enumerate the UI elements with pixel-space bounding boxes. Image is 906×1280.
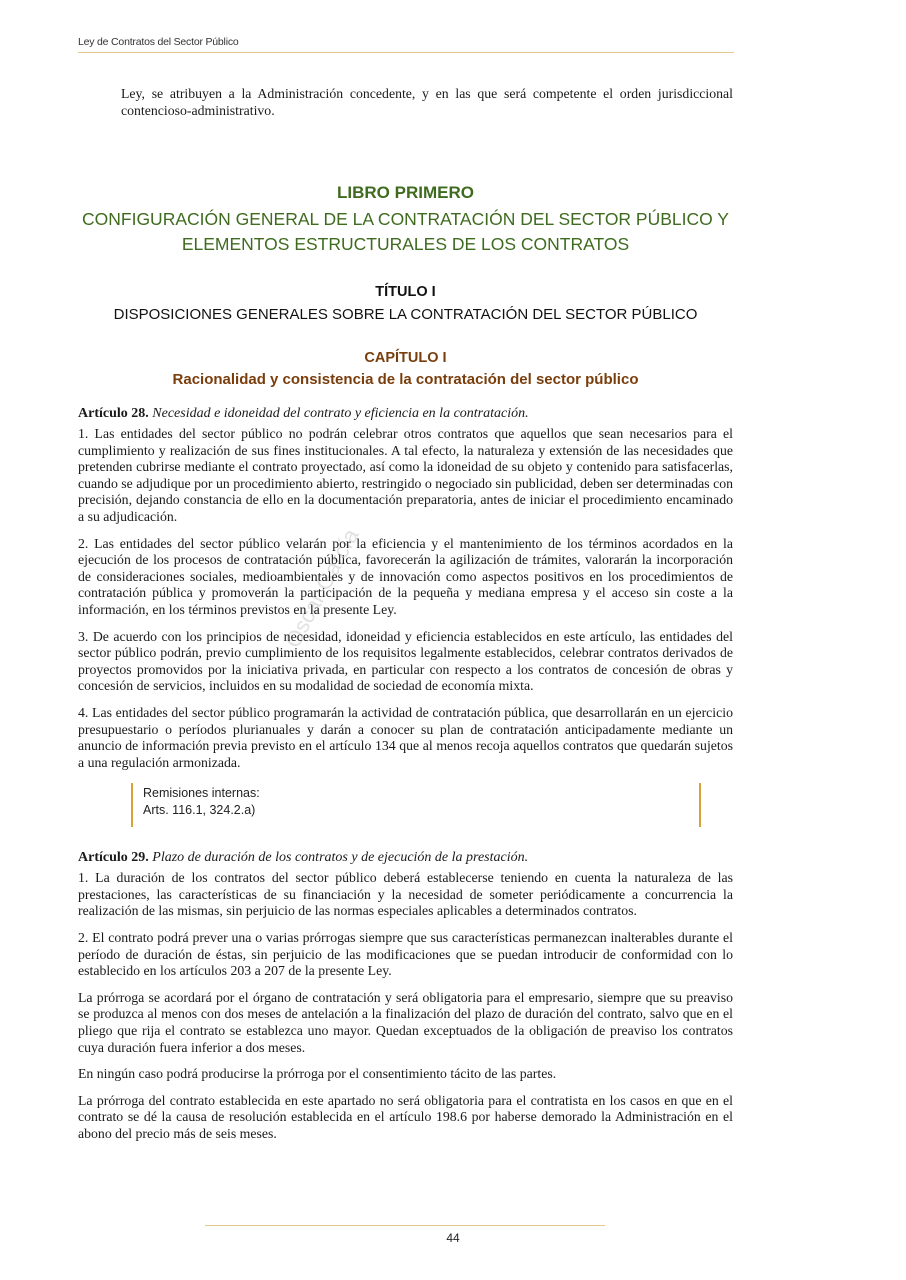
article-paragraph: La prórroga del contrato establecida en este apartado no será obligatoria para el contratista en los casos en que en el contrato se dé la causa de resolución establecida en el artículo 198.6 por haberse demorado la Administración en el abono del precio más de seis meses.	[78, 1092, 733, 1141]
remisiones-box	[131, 783, 701, 827]
article-paragraph: 1. Las entidades del sector público no podrán celebrar otros contratos que aquellos que sean necesarios para el cumplimiento y realización de sus fines institucionales. A tal efecto, la naturaleza y extensión de las necesidades que pretenden cubrirse mediante el contrato proyectado, así como la idoneidad de su objeto y contenido para satisfacerlas, cuando se adjudique por un procedimiento abierto, restringido o negociado sin publicidad, deben ser determinadas con precisión, dejando constancia de ello en la documentación preparatoria, antes de iniciar el procedimiento encaminado a su adjudicación.	[78, 426, 733, 524]
book-label: LIBRO PRIMERO	[337, 183, 474, 202]
article-title	[78, 405, 733, 423]
article-paragraph: La prórroga se acordará por el órgano de contratación y será obligatoria para el empresario, siempre que su preaviso se produzca al menos con dos meses de antelación a la finalización del plazo de duración del contrato, salvo que en el pliego que rija el contrato se establezca uno mayor. Quedan exceptuados de la obligación de preaviso los contratos cuya duración fuera inferior a dos meses.	[78, 989, 733, 1055]
remisiones-label: Remisiones internas:	[143, 786, 260, 801]
article-heading: Necesidad e idoneidad del contrato y eficiencia en la contratación.	[152, 406, 529, 421]
capitulo-name: Racionalidad y consistencia de la contratación del sector público	[172, 371, 639, 388]
titulo-name: DISPOSICIONES GENERALES SOBRE LA CONTRATACIÓN DEL SECTOR PÚBLICO	[113, 306, 698, 323]
intro-paragraph: Ley, se atribuyen a la Administración concedente, y en las que será competente el orden jurisdiccional contencioso-administrativo.	[121, 86, 733, 118]
article-paragraph: 3. De acuerdo con los principios de necesidad, idoneidad y eficiencia establecidos en este artículo, las entidades del sector público podrán, previo cumplimiento de los requisitos legalmente establecidos, celebrar contratos derivados de proyectos promovidos por la iniciativa privada, en particular con respecto a los contratos de concesión de obras y concesión de servicios, incluidos en su modalidad de sociedad de economía mixta.	[78, 628, 733, 694]
remisiones-refs: Arts. 116.1, 324.2.a)	[143, 803, 256, 818]
article-paragraph: 2. El contrato podrá prever una o varias prórrogas siempre que sus características permanezcan inalterables durante el período de duración de éstas, sin perjuicio de las modificaciones que se puedan introducir de conformidad con lo establecido en los artículos 203 a 207 de la presente Ley.	[78, 930, 733, 979]
article-title	[78, 849, 733, 867]
book-heading	[78, 181, 733, 257]
article-heading: Plazo de duración de los contratos y de ejecución de la prestación.	[152, 850, 529, 866]
article-number: Artículo 29.	[78, 850, 149, 866]
running-header: Ley de Contratos del Sector Público	[78, 36, 734, 53]
capitulo-label: CAPÍTULO I	[364, 350, 447, 366]
article-paragraph: 2. Las entidades del sector público velarán por la eficiencia y el mantenimiento de los términos acordados en la ejecución de los procesos de contratación pública, favorecerán la agilización de trámites, valorarán la incorporación de consideraciones sociales, medioambientales y de innovación como aspectos positivos en los procedimientos de contratación pública y promoverán la participación de la pequeña y mediana empresa y el acceso sin coste a la información, en los términos previstos en la presente Ley.	[78, 535, 733, 617]
watermark: Oscar García	[280, 524, 364, 652]
page-content	[78, 85, 733, 1153]
titulo-label: TÍTULO I	[375, 284, 436, 300]
article-paragraph: 1. La duración de los contratos del sector público deberá establecerse teniendo en cuenta la naturaleza de las prestaciones, las características de su financiación y la necesidad de someter periódicamente a concurrencia la realización de las mismas, sin perjuicio de las normas especiales aplicables a determinados contratos.	[78, 870, 733, 919]
page-number: 44	[446, 1231, 460, 1245]
article-29	[78, 849, 733, 1142]
article-number: Artículo 28.	[78, 406, 149, 421]
titulo-heading	[78, 281, 733, 327]
article-paragraph: En ningún caso podrá producirse la prórroga por el consentimiento tácito de las partes.	[78, 1066, 557, 1082]
book-title: CONFIGURACIÓN GENERAL DE LA CONTRATACIÓN DEL SECTOR PÚBLICO Y ELEMENTOS ESTRUCTURALES DE LOS CONTRATOS	[82, 209, 729, 254]
capitulo-heading	[78, 347, 733, 391]
footer-rule	[205, 1225, 605, 1226]
article-28	[78, 405, 733, 827]
article-paragraph: 4. Las entidades del sector público programarán la actividad de contratación pública, que desarrollarán en un ejercicio presupuestario o períodos plurianuales y darán a conocer su plan de contratación anticipadamente mediante un anuncio de información previa previsto en el artículo 134 que al menos recoja aquellos contratos que quedarán sujetos a una regulación armonizada.	[78, 704, 733, 770]
